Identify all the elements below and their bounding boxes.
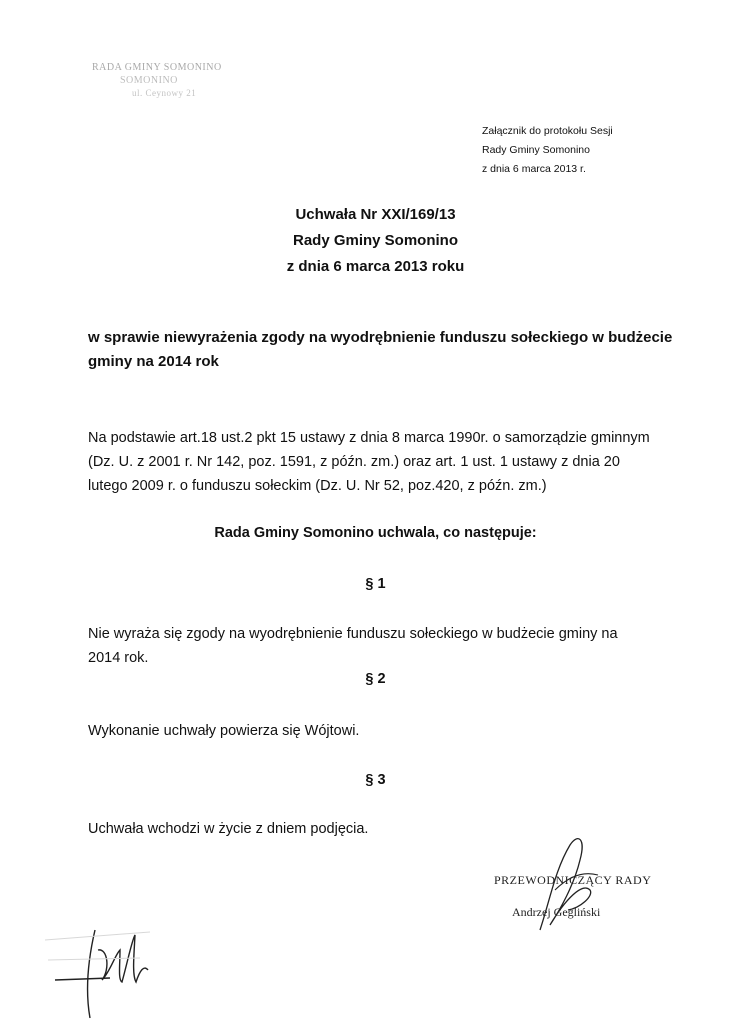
- annex-note: [482, 122, 613, 179]
- stamp-line: SOMONINO: [120, 75, 178, 86]
- resolving-clause: Rada Gminy Somonino uchwala, co następuje:: [214, 525, 537, 541]
- section-line: Wykonanie uchwały powierza się Wójtowi.: [88, 723, 360, 739]
- subject-line: w sprawie niewyrażenia zgody na wyodrębnienie funduszu sołeckiego w budżecie: [88, 329, 673, 346]
- stamp-line: RADA GMINY SOMONINO: [92, 62, 222, 73]
- stamp: [92, 62, 242, 112]
- resolution-number: Uchwała Nr XXI/169/13: [295, 206, 456, 223]
- section-line: Nie wyraża się zgody na wyodrębnienie funduszu sołeckiego w budżecie gminy na: [88, 626, 618, 642]
- signature-title: PRZEWODNICZĄCY RADY: [494, 873, 652, 887]
- basis-line: Na podstawie art.18 ust.2 pkt 15 ustawy z dnia 8 marca 1990r. o samorządzie gminnym: [88, 430, 650, 446]
- resolution-subject: [88, 326, 678, 374]
- subject-line: gminy na 2014 rok: [88, 353, 219, 370]
- annex-line: Rady Gminy Somonino: [482, 144, 590, 156]
- annex-line: z dnia 6 marca 2013 r.: [482, 163, 586, 175]
- annex-line: Załącznik do protokołu Sesji: [482, 125, 613, 137]
- stamp-line: ul. Ceynowy 21: [132, 88, 197, 98]
- basis-line: lutego 2009 r. o funduszu sołeckim (Dz. U. Nr 52, poz.420, z późn. zm.): [88, 478, 547, 494]
- section-mark: § 1: [365, 576, 386, 592]
- section-line: 2014 rok.: [88, 650, 149, 666]
- legal-basis: [88, 426, 688, 498]
- signature-name: Andrzej Gegliński: [512, 905, 601, 919]
- secretary-signature: [40, 920, 170, 1020]
- section-line: Uchwała wchodzi w życie z dniem podjęcia.: [88, 821, 369, 837]
- council-name: Rady Gminy Somonino: [292, 232, 458, 249]
- chairman-signature: [520, 830, 610, 940]
- section-text: [88, 622, 688, 670]
- resolution-date: z dnia 6 marca 2013 roku: [286, 258, 465, 275]
- basis-line: (Dz. U. z 2001 r. Nr 142, poz. 1591, z późn. zm.) oraz art. 1 ust. 1 ustawy z dnia 20: [88, 454, 620, 470]
- section-text: [88, 719, 688, 743]
- section-mark: § 3: [365, 772, 386, 788]
- section-mark: § 2: [365, 671, 386, 687]
